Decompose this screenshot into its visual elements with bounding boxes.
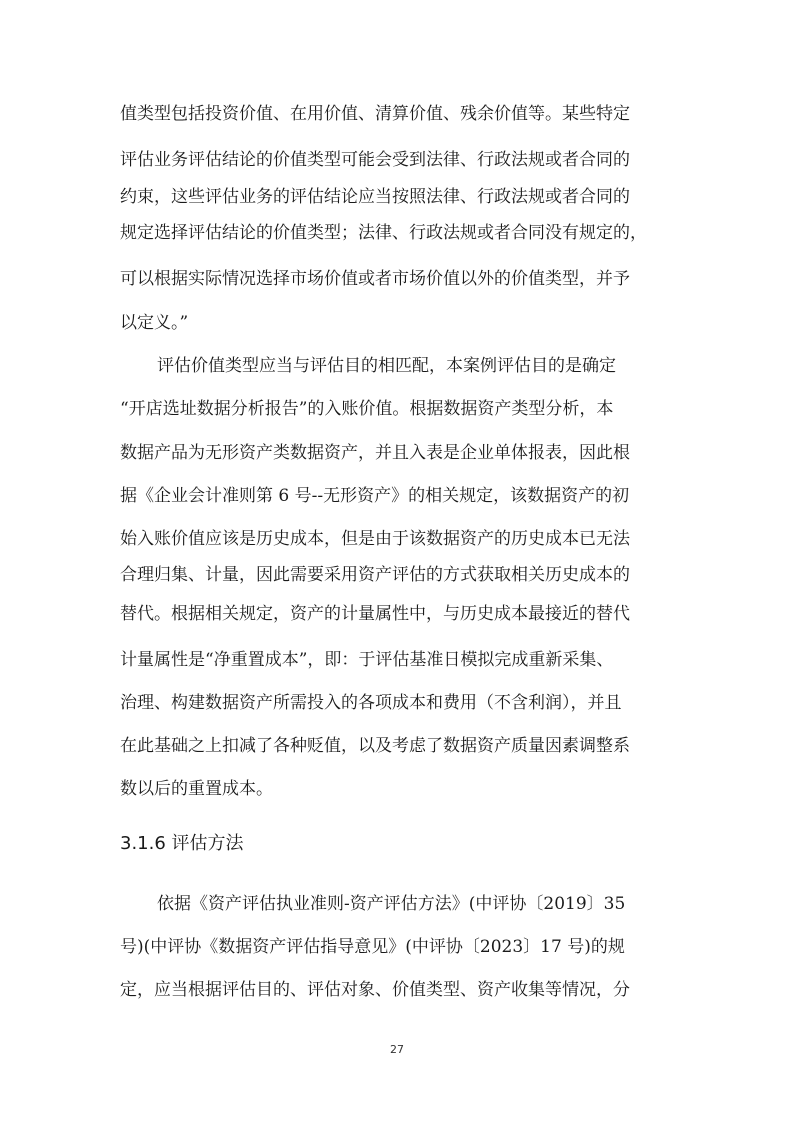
paragraph-2-line-8: 计量属性是“净重置成本”，即：于评估基准日模拟完成重新采集、 [120,650,614,670]
paragraph-2-line-7: 替代。根据相关规定，资产的计量属性中，与历史成本最接近的替代 [120,604,630,624]
paragraph-1-line-1: 值类型包括投资价值、在用价值、清算价值、残余价值等。某些特定 [120,104,630,124]
paragraph-1-line-6: 以定义。” [120,313,189,333]
paragraph-2-line-9: 治理、构建数据资产所需投入的各项成本和费用（不含利润），并且 [120,693,622,713]
paragraph-1-line-4: 规定选择评估结论的价值类型；法律、行政法规或者合同没有规定的， [120,223,647,243]
paragraph-2-line-3: 数据产品为无形资产类数据资产，并且入表是企业单体报表，因此根 [120,443,630,463]
paragraph-2-line-5: 始入账价值应该是历史成本，但是由于该数据资产的历史成本已无法 [120,529,630,549]
page-number: 27 [390,1043,404,1056]
paragraph-3-line-2: 号)(中评协《数据资产评估指导意见》(中评协〔2023〕17 号)的规 [120,937,625,957]
paragraph-1-line-2: 评估业务评估结论的价值类型可能会受到法律、行政法规或者合同的 [120,150,630,170]
paragraph-3-line-3: 定，应当根据评估目的、评估对象、价值类型、资产收集等情况，分 [120,980,630,1000]
section-heading: 3.1.6 评估方法 [120,833,244,854]
paragraph-1-line-5: 可以根据实际情况选择市场价值或者市场价值以外的价值类型，并予 [120,269,630,289]
paragraph-2-line-11: 数以后的重置成本。 [120,779,273,799]
paragraph-2-line-10: 在此基础之上扣减了各种贬值，以及考虑了数据资产质量因素调整系 [120,736,630,756]
paragraph-2-line-2: “开店选址数据分析报告”的入账价值。根据数据资产类型分析，本 [120,399,614,419]
paragraph-2-line-1: 评估价值类型应当与评估目的相匹配，本案例评估目的是确定 [157,356,616,376]
paragraph-3-line-1: 依据《资产评估执业准则-资产评估方法》(中评协〔2019〕35 [157,894,626,914]
paragraph-2-line-4: 据《企业会计准则第 6 号--无形资产》的相关规定，该数据资产的初 [120,486,630,506]
paragraph-2-line-6: 合理归集、计量，因此需要采用资产评估的方式获取相关历史成本的 [120,565,630,585]
paragraph-1-line-3: 约束，这些评估业务的评估结论应当按照法律、行政法规或者合同的 [120,187,630,207]
